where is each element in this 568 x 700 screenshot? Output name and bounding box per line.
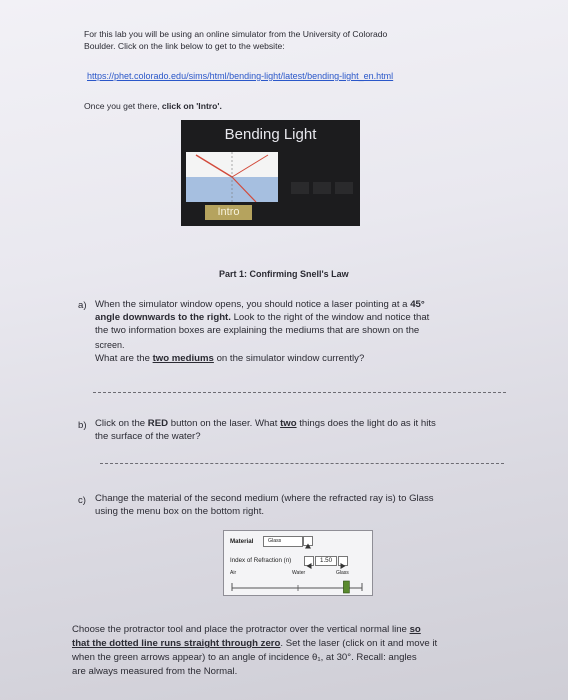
final-line-2: that the dotted line runs straight through zero. Set the laser (click on it and move it [72, 638, 438, 649]
index-value: 1.50 [320, 557, 333, 564]
triangle-left-icon [305, 562, 313, 570]
sim-preview-canvas [186, 152, 278, 202]
bending-light-intro-image [181, 120, 360, 226]
intro-line-2: Boulder. Click on the link below to get to the website: [84, 41, 285, 51]
question-c-line-2: using the menu box on the bottom right. [95, 506, 265, 517]
sim-thumbnail [335, 182, 353, 194]
sim-title: Bending Light [224, 126, 317, 143]
material-select[interactable] [263, 536, 303, 547]
simulator-link[interactable]: https://phet.colorado.edu/sims/html/bending-light/latest/bending-light_en.html [87, 71, 394, 81]
material-label: Material [230, 538, 254, 545]
material-control-panel [223, 530, 373, 596]
final-line-3: when the green arrows appear) to an angle of incidence θ₁, at 30°. Recall: angles [72, 652, 417, 663]
question-a-line-2: angle downwards to the right. Look to the right of the window and notice that [95, 312, 430, 323]
question-c-marker: c) [78, 495, 86, 506]
triangle-up-icon [304, 542, 312, 550]
material-select-value: Glass [268, 538, 282, 544]
answer-line-a[interactable] [93, 392, 506, 393]
question-a-line-3: the two information boxes are explaining the mediums that are shown on the [95, 325, 420, 336]
question-a-line-4: screen. [95, 340, 125, 350]
decrease-index-button[interactable] [304, 556, 314, 566]
scale-label-air: Air [230, 570, 237, 576]
question-a-marker: a) [78, 300, 87, 311]
question-b-line-1: Click on the RED button on the laser. What two things does the light do as it hits [95, 418, 436, 429]
material-dropdown-button[interactable] [303, 536, 313, 546]
index-slider[interactable] [224, 575, 372, 595]
index-of-refraction-label: Index of Refraction (n) [230, 557, 292, 564]
final-line-1: Choose the protractor tool and place the protractor over the vertical normal line so [72, 624, 421, 635]
answer-line-b[interactable] [100, 463, 504, 464]
question-c-line-1: Change the material of the second medium (where the refracted ray is) to Glass [95, 493, 434, 504]
increase-index-button[interactable] [338, 556, 348, 566]
sim-thumbnail [291, 182, 309, 194]
laser-rays [186, 152, 278, 202]
sim-thumbnail [313, 182, 331, 194]
intro-screen-button[interactable]: Intro [205, 205, 252, 220]
final-line-4: are always measured from the Normal. [72, 666, 238, 677]
slider-thumb[interactable] [343, 581, 349, 593]
click-intro-instruction: Once you get there, click on 'Intro'. [84, 101, 222, 111]
scale-label-water: Water [292, 570, 306, 576]
question-b-marker: b) [78, 420, 87, 431]
question-a-line-1: When the simulator window opens, you should notice a laser pointing at a 45° [95, 299, 425, 310]
part-title: Part 1: Confirming Snell's Law [219, 269, 349, 279]
question-b-line-2: the surface of the water? [95, 431, 201, 442]
index-value-field[interactable] [315, 556, 337, 566]
question-a-question: What are the two mediums on the simulator window currently? [95, 353, 365, 364]
scale-label-glass: Glass [336, 570, 349, 576]
intro-line-1: For this lab you will be using an online simulator from the University of Colorado [84, 29, 388, 39]
